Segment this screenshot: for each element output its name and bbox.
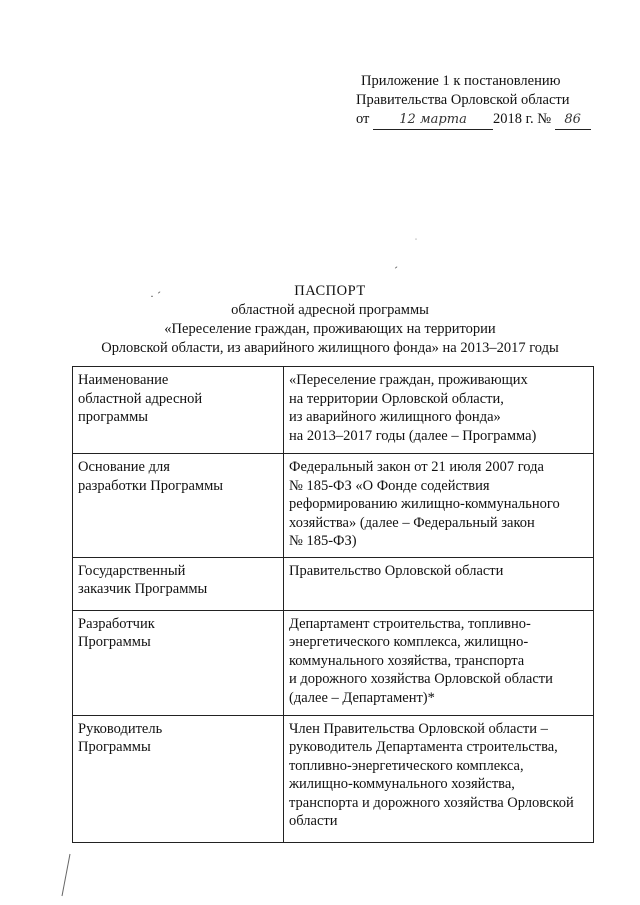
passport-table (72, 366, 594, 843)
appendix-line-2: Правительства Орловской области (356, 92, 570, 108)
scan-mark: ˊ (394, 264, 398, 278)
row-key: Разработчик Программы (73, 610, 284, 715)
row-key: Руководитель Программы (73, 715, 284, 842)
row-value: Департамент строительства, топливно- энергетического комплекса, жилищно- коммунального хозяйства, транспорта и дорожного хозяйства Орловской области (далее – Департамент)* (284, 610, 594, 715)
table-row (73, 715, 594, 842)
row-value: Правительство Орловской области (284, 557, 594, 610)
table-row (73, 454, 594, 558)
handwritten-date: 12 марта (373, 110, 493, 130)
margin-stroke (56, 852, 76, 900)
appendix-header (356, 72, 626, 130)
table-row (73, 367, 594, 454)
row-key: Основание для разработки Программы (73, 454, 284, 558)
row-value: Член Правительства Орловской области – руководитель Департамента строительства, топливно-энергетического комплекса, жилищно-коммунального хозяйства, транспорта и дорожного хозяйства Орловской области (284, 715, 594, 842)
appendix-year: 2018 г. № (493, 111, 552, 127)
row-value: «Переселение граждан, проживающих на территории Орловской области, из аварийного жилищного фонда» на 2013–2017 годы (далее – Программа) (284, 367, 594, 454)
document-title (70, 282, 590, 358)
row-value: Федеральный закон от 21 июля 2007 года № 185-ФЗ «О Фонде содействия реформированию жилищно-коммунального хозяйства» (далее – Федеральный закон № 185-ФЗ) (284, 454, 594, 558)
title-heading: ПАСПОРТ (294, 283, 366, 299)
handwritten-number: 86 (555, 110, 591, 130)
scan-mark: · ˊ (150, 289, 161, 303)
title-line-2: «Переселение граждан, проживающих на территории (164, 321, 496, 337)
appendix-line-1: Приложение 1 к постановлению (361, 73, 561, 89)
appendix-prefix: от (356, 111, 370, 127)
row-key: Государственный заказчик Программы (73, 557, 284, 610)
appendix-line-3 (356, 110, 626, 130)
title-line-3: Орловской области, из аварийного жилищного фонда» на 2013–2017 годы (101, 340, 559, 356)
row-key: Наименование областной адресной программы (73, 367, 284, 454)
table-row (73, 557, 594, 610)
table-row (73, 610, 594, 715)
title-line-1: областной адресной программы (231, 302, 429, 318)
